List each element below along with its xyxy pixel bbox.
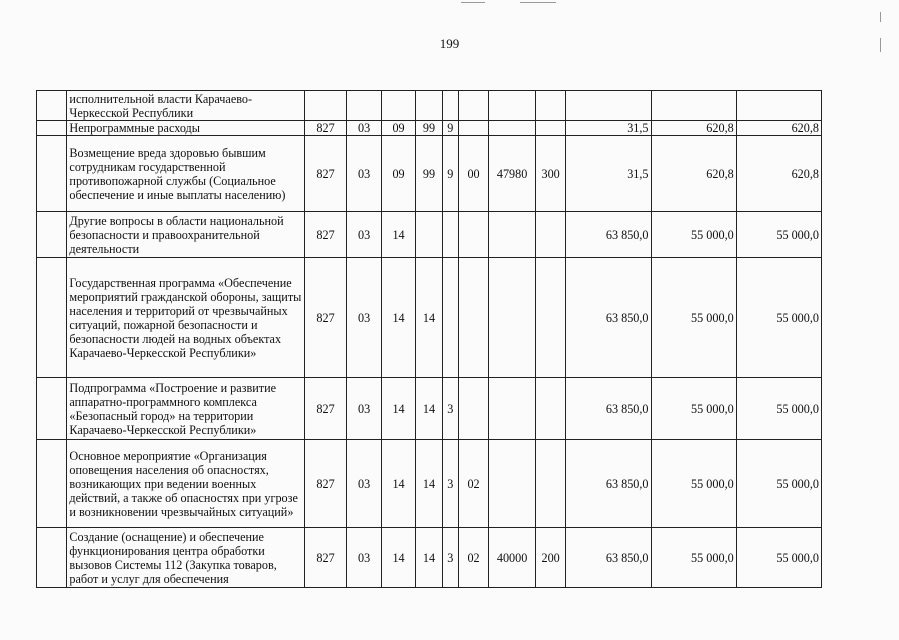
ministry-code <box>304 91 347 121</box>
amount-year-2: 620,8 <box>651 136 736 212</box>
subprogram-code <box>442 91 458 121</box>
amount-year-1 <box>566 91 651 121</box>
section-code: 03 <box>347 528 381 588</box>
row-description: Непрограммные расходы <box>67 121 304 136</box>
amount-year-1: 63 850,0 <box>566 258 651 378</box>
expense-type-code <box>535 91 565 121</box>
amount-year-2: 55 000,0 <box>651 212 736 258</box>
event-code <box>458 91 488 121</box>
event-code <box>458 258 488 378</box>
table-row <box>37 121 822 136</box>
scan-mark <box>880 38 881 52</box>
amount-year-2: 620,8 <box>651 121 736 136</box>
subprogram-code <box>442 212 458 258</box>
program-code <box>416 91 442 121</box>
direction-code <box>489 121 536 136</box>
amount-year-2: 55 000,0 <box>651 378 736 440</box>
subsection-code: 09 <box>381 121 415 136</box>
expense-type-code <box>535 121 565 136</box>
event-code <box>458 121 488 136</box>
table-row <box>37 136 822 212</box>
expense-type-code <box>535 440 565 528</box>
amount-year-1: 63 850,0 <box>566 528 651 588</box>
amount-year-1: 31,5 <box>566 121 651 136</box>
expense-type-code <box>535 258 565 378</box>
amount-year-3: 55 000,0 <box>736 440 821 528</box>
section-code: 03 <box>347 136 381 212</box>
margin-cell <box>37 212 67 258</box>
margin-cell <box>37 440 67 528</box>
row-description: Государственная программа «Обеспечение мероприятий гражданской обороны, защиты населения и территорий от чрезвычайных ситуаций, пожарной безопасности и безопасности людей на водных объектах Карачаево-Черкесской Республики» <box>67 258 304 378</box>
ministry-code: 827 <box>304 136 347 212</box>
amount-year-2: 55 000,0 <box>651 528 736 588</box>
scan-mark <box>880 12 881 22</box>
row-description: Другие вопросы в области национальной безопасности и правоохранительной деятельности <box>67 212 304 258</box>
amount-year-3: 55 000,0 <box>736 258 821 378</box>
ministry-code: 827 <box>304 258 347 378</box>
table-row <box>37 212 822 258</box>
program-code: 99 <box>416 136 442 212</box>
subsection-code: 14 <box>381 378 415 440</box>
amount-year-3: 620,8 <box>736 136 821 212</box>
section-code <box>347 91 381 121</box>
subprogram-code <box>442 258 458 378</box>
ministry-code: 827 <box>304 378 347 440</box>
direction-code <box>489 212 536 258</box>
section-code: 03 <box>347 378 381 440</box>
section-code: 03 <box>347 212 381 258</box>
amount-year-1: 63 850,0 <box>566 378 651 440</box>
subprogram-code: 3 <box>442 528 458 588</box>
expense-type-code <box>535 378 565 440</box>
subprogram-code: 3 <box>442 440 458 528</box>
scan-mark <box>520 2 556 3</box>
amount-year-1: 31,5 <box>566 136 651 212</box>
table-row <box>37 378 822 440</box>
subprogram-code: 9 <box>442 121 458 136</box>
subsection-code: 14 <box>381 528 415 588</box>
table-row <box>37 440 822 528</box>
amount-year-2: 55 000,0 <box>651 258 736 378</box>
direction-code <box>489 91 536 121</box>
expense-type-code: 300 <box>535 136 565 212</box>
ministry-code: 827 <box>304 212 347 258</box>
table-row <box>37 528 822 588</box>
direction-code <box>489 378 536 440</box>
ministry-code: 827 <box>304 528 347 588</box>
amount-year-1: 63 850,0 <box>566 212 651 258</box>
row-description: Возмещение вреда здоровью бывшим сотрудникам государственной противопожарной службы (Социальное обеспечение и иные выплаты населению) <box>67 136 304 212</box>
event-code: 02 <box>458 440 488 528</box>
direction-code: 40000 <box>489 528 536 588</box>
program-code: 14 <box>416 528 442 588</box>
page-number: 199 <box>439 36 460 51</box>
row-description: Создание (оснащение) и обеспечение функционирования центра обработки вызовов Системы 112 (Закупка товаров, работ и услуг для обеспечения <box>67 528 304 588</box>
ministry-code: 827 <box>304 440 347 528</box>
direction-code <box>489 440 536 528</box>
table-row <box>37 258 822 378</box>
program-code: 99 <box>416 121 442 136</box>
amount-year-3: 55 000,0 <box>736 528 821 588</box>
section-code: 03 <box>347 121 381 136</box>
row-description: Подпрограмма «Построение и развитие аппаратно-программного комплекса «Безопасный город» на территории Карачаево-Черкесской Республики» <box>67 378 304 440</box>
direction-code <box>489 258 536 378</box>
amount-year-3: 620,8 <box>736 121 821 136</box>
margin-cell <box>37 136 67 212</box>
amount-year-3 <box>736 91 821 121</box>
subsection-code: 14 <box>381 258 415 378</box>
subprogram-code: 3 <box>442 378 458 440</box>
amount-year-3: 55 000,0 <box>736 378 821 440</box>
row-description: исполнительной власти Карачаево-Черкесской Республики <box>67 91 304 121</box>
table-row <box>37 91 822 121</box>
amount-year-2: 55 000,0 <box>651 440 736 528</box>
event-code <box>458 212 488 258</box>
margin-cell <box>37 258 67 378</box>
event-code <box>458 378 488 440</box>
subsection-code: 14 <box>381 440 415 528</box>
program-code: 14 <box>416 378 442 440</box>
budget-table <box>36 90 822 588</box>
expense-type-code <box>535 212 565 258</box>
row-description: Основное мероприятие «Организация оповещения населения об опасностях, возникающих при ведении военных действий, а также об опасностях при угрозе и возникновении чрезвычайных ситуаций» <box>67 440 304 528</box>
section-code: 03 <box>347 258 381 378</box>
event-code: 02 <box>458 528 488 588</box>
amount-year-3: 55 000,0 <box>736 212 821 258</box>
program-code: 14 <box>416 440 442 528</box>
event-code: 00 <box>458 136 488 212</box>
expense-type-code: 200 <box>535 528 565 588</box>
margin-cell <box>37 528 67 588</box>
section-code: 03 <box>347 440 381 528</box>
amount-year-2 <box>651 91 736 121</box>
program-code <box>416 212 442 258</box>
scan-mark <box>461 2 485 3</box>
margin-cell <box>37 378 67 440</box>
ministry-code: 827 <box>304 121 347 136</box>
margin-cell <box>37 91 67 121</box>
subprogram-code: 9 <box>442 136 458 212</box>
subsection-code <box>381 91 415 121</box>
direction-code: 47980 <box>489 136 536 212</box>
subsection-code: 09 <box>381 136 415 212</box>
amount-year-1: 63 850,0 <box>566 440 651 528</box>
margin-cell <box>37 121 67 136</box>
subsection-code: 14 <box>381 212 415 258</box>
program-code: 14 <box>416 258 442 378</box>
